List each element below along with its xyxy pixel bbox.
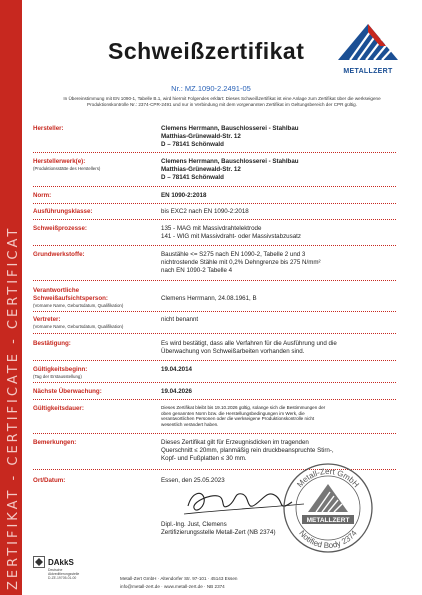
label-schweissaufsicht: Verantwortliche Schweißaufsichtsperson: bbox=[33, 287, 108, 302]
value-naechste-ueberwachung: 19.04.2026 bbox=[161, 388, 192, 395]
value-bemerkungen: Dieses Zertifikat gilt für Erzeugnisdicken im tragenden Querschnitt ≤ 20mm, planmäßig rein druckbeanspruchte Stirn-, Kopf- und Fußplatten ≤ 30 mm. bbox=[161, 439, 334, 462]
divider bbox=[33, 280, 396, 281]
sub-vertreter: (Vorname Name, Geburtsdatum, Qualifikation) bbox=[33, 324, 124, 329]
intro-text: In Übereinstimmung mit EN 1090-1, Tabelle B.1, wird hiermit Folgendes erklärt: Dieses Schweißzertifikat ist eine Anlage zum Zertifikat über die werkseigene Produktionskontrolle Nr.: 2374-CPR-2491 und nur in Verbindung mit dem vorgenannten Zertifikat im Geltungsbereich der CPR gültig. bbox=[63, 96, 381, 107]
label-bestaetigung: Bestätigung: bbox=[33, 340, 71, 347]
sidebar-text: ZERTIFIKAT - CERTIFICATE - CERTIFICAT bbox=[6, 225, 21, 590]
value-vertreter: nicht benannt bbox=[161, 316, 199, 323]
label-vertreter: Vertreter: bbox=[33, 316, 61, 323]
value-gueltigkeitsbeginn: 19.04.2014 bbox=[161, 366, 192, 373]
divider bbox=[33, 433, 396, 434]
divider bbox=[33, 382, 396, 383]
sub-gueltigkeitsbeginn: (Tag der Erstausstellung) bbox=[33, 374, 82, 379]
dakks-subtext: Deutsche Akkreditierungsstelle D-ZE-19705-01-00 bbox=[48, 568, 80, 580]
divider bbox=[33, 203, 396, 204]
label-grundwerkstoffe: Grundwerkstoffe: bbox=[33, 251, 85, 258]
value-grundwerkstoffe: Baustähle <= S275 nach EN 1090-2, Tabelle 2 und 3 nichtrostende Stähle mit 0,2% Dehngrenze bis 275 N/mm² nach EN 1090-2 Tabelle 4 bbox=[161, 251, 321, 274]
metallzert-stamp bbox=[282, 462, 374, 554]
signer-name: Dipl.-Ing. Just, Clemens bbox=[161, 521, 227, 528]
value-herstellerwerk: Clemens Herrmann, Bauschlosserei - Stahlbau Matthias-Grünewald-Str. 12 D – 78141 Schönwald bbox=[161, 158, 299, 181]
label-bemerkungen: Bemerkungen: bbox=[33, 439, 77, 446]
sub-schweissaufsicht: (Vorname Name, Geburtsdatum, Qualifikation) bbox=[33, 303, 124, 308]
metallzert-logo-icon bbox=[336, 22, 400, 62]
metallzert-logo bbox=[336, 22, 400, 75]
value-schweissprozesse: 135 - MAG mit Massivdrahtelektrode 141 - WIG mit Massivdraht- oder Massivstabzusatz bbox=[161, 225, 301, 240]
page-title: Schweißzertifikat bbox=[108, 38, 305, 64]
stamp-bottom-text: Notified Body 2374 bbox=[297, 528, 359, 551]
value-ausfuehrungsklasse: bis EXC2 nach EN 1090-2:2018 bbox=[161, 208, 249, 215]
value-ort-datum: Essen, den 25.05.2023 bbox=[161, 477, 225, 484]
label-hersteller: Hersteller: bbox=[33, 125, 64, 132]
label-gueltigkeitsbeginn: Gültigkeitsbeginn: bbox=[33, 366, 88, 373]
label-ort-datum: Ort/Datum: bbox=[33, 477, 66, 484]
divider bbox=[33, 311, 396, 312]
divider bbox=[33, 360, 396, 361]
dakks-emblem-icon bbox=[33, 556, 45, 568]
label-naechste-ueberwachung: Nächste Überwachung: bbox=[33, 388, 102, 395]
value-schweissaufsicht: Clemens Herrmann, 24.08.1961, B bbox=[161, 295, 257, 302]
footer-contact: info@metall-zert.de · www.metall-zert.de · NB 2374 bbox=[120, 584, 225, 589]
label-ausfuehrungsklasse: Ausführungsklasse: bbox=[33, 208, 93, 215]
label-herstellerwerk: Herstellerwerk(e): bbox=[33, 158, 86, 165]
divider bbox=[33, 219, 396, 220]
divider bbox=[33, 399, 396, 400]
label-schweissprozesse: Schweißprozesse: bbox=[33, 225, 87, 232]
signer-block bbox=[161, 521, 276, 537]
sub-herstellerwerk: (Produktionsstätte des Herstellers) bbox=[33, 166, 101, 171]
value-hersteller: Clemens Herrmann, Bauschlosserei - Stahlbau Matthias-Grünewald-Str. 12 D – 78141 Schönwald bbox=[161, 125, 299, 148]
divider bbox=[33, 245, 396, 246]
value-norm: EN 1090-2:2018 bbox=[161, 192, 207, 199]
divider bbox=[33, 333, 396, 334]
footer-address: Metall-Zert GmbH · Altendorfer Str. 97-101 · 45143 Essen bbox=[120, 576, 238, 581]
divider bbox=[33, 152, 396, 153]
logo-wordmark: METALLZERT bbox=[343, 68, 393, 75]
signer-org: Zertifizierungsstelle Metall-Zert (NB 2374) bbox=[161, 529, 276, 536]
label-gueltigkeitsdauer: Gültigkeitsdauer: bbox=[33, 405, 84, 412]
value-gueltigkeitsdauer: Dieses Zertifikat bleibt bis 19.10.2026 gültig, solange sich die Bestimmungen der oben genannten Norm bzw. die Herstellungsbedingungen im Werk, die verantwortlichen Personen oder die werkseigene Produktionskontrolle nicht wesentlich verändert haben. bbox=[161, 405, 326, 427]
stamp-top-text: Metall-Zert GmbH bbox=[295, 466, 361, 490]
divider bbox=[33, 186, 396, 187]
label-norm: Norm: bbox=[33, 192, 52, 199]
value-bestaetigung: Es wird bestätigt, dass alle Verfahren für die Ausführung und die Überwachung von Schweißarbeiten vorhanden sind. bbox=[161, 340, 337, 355]
dakks-logo bbox=[33, 556, 93, 580]
stamp-name: METALLZERT bbox=[306, 517, 350, 524]
certificate-number: Nr.: MZ.1090-2.2491-05 bbox=[171, 84, 251, 93]
dakks-name: DAkkS bbox=[48, 557, 74, 567]
